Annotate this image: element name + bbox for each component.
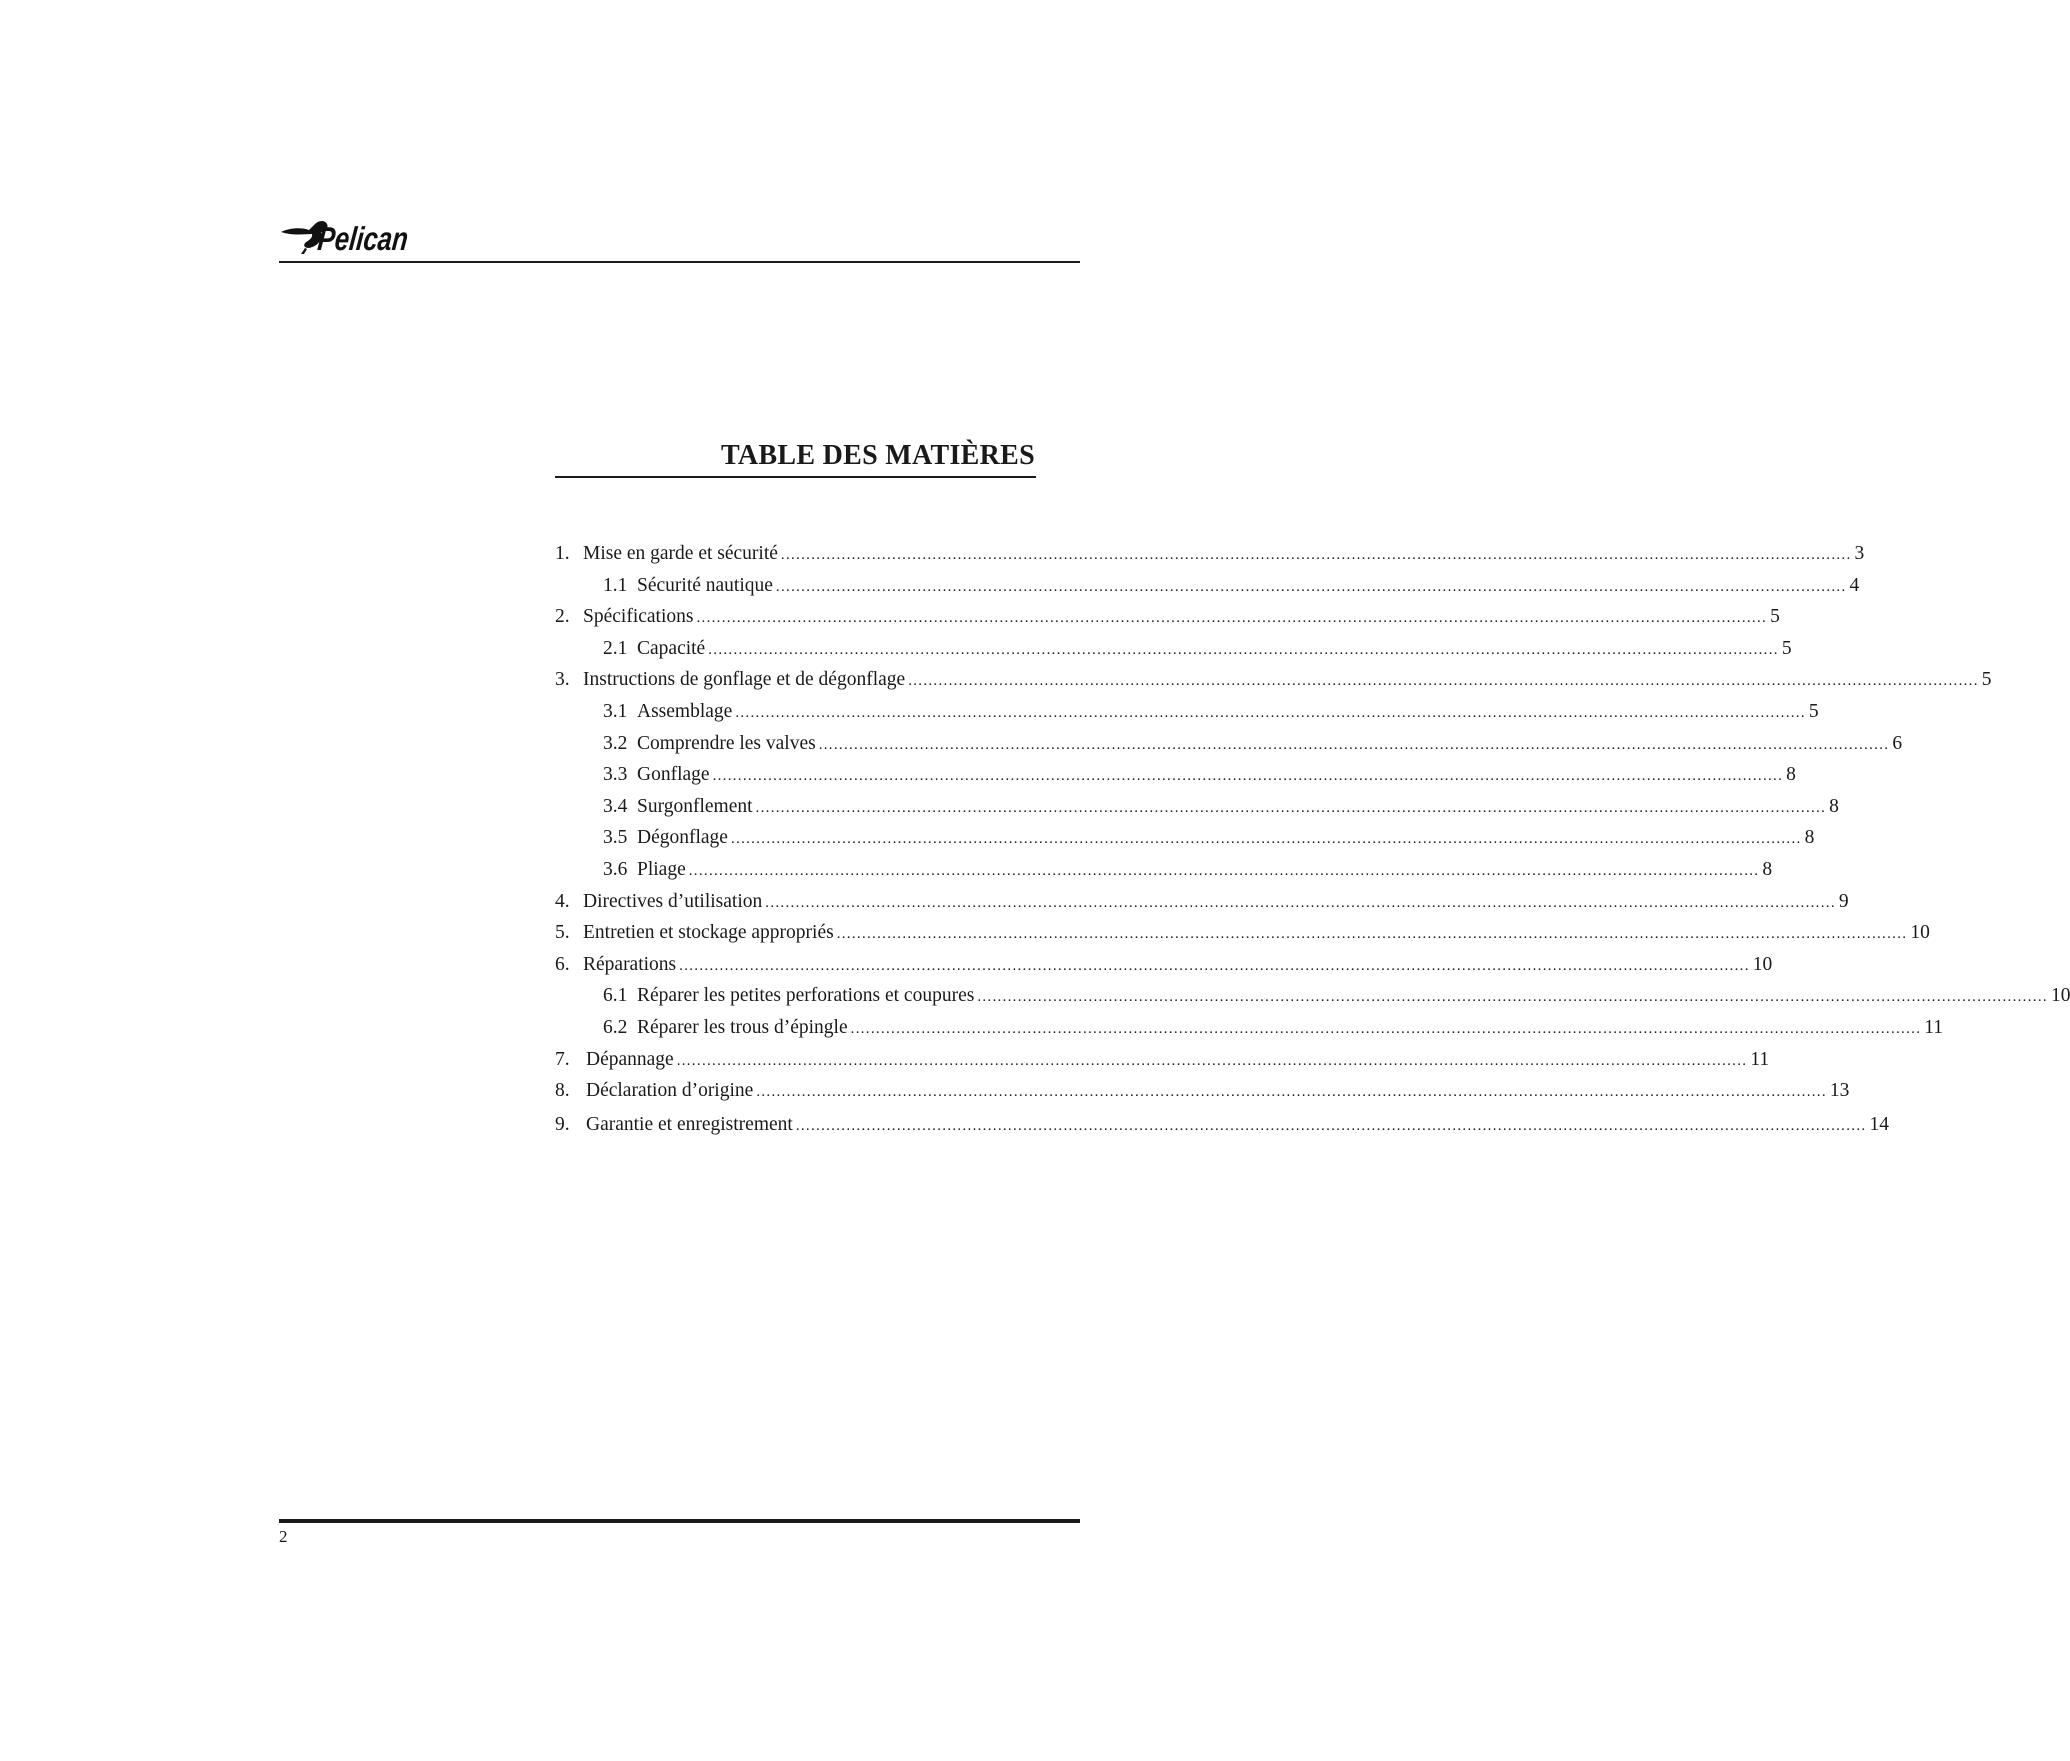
toc-entry-title: Spécifications xyxy=(583,606,694,628)
toc-entry-number: 6. xyxy=(555,953,570,975)
toc-entry[interactable] xyxy=(555,601,1780,633)
toc-entry-page: 11 xyxy=(1750,1048,1770,1070)
logo-wordmark: Pelican xyxy=(315,221,436,258)
toc-dot-leader xyxy=(756,1077,1827,1109)
toc-dot-leader xyxy=(819,730,1890,762)
toc-entry[interactable] xyxy=(555,1075,1850,1107)
toc-entry[interactable] xyxy=(555,854,1773,886)
toc-entry-number: 6.1 xyxy=(603,985,628,1007)
toc-entry-page: 9 xyxy=(1838,890,1849,912)
toc-entry-number: 3. xyxy=(555,669,570,691)
toc-dot-leader xyxy=(708,635,1779,667)
toc-entry-page: 10 xyxy=(1910,922,1930,944)
toc-entry-page: 8 xyxy=(1829,795,1839,817)
toc-dot-leader xyxy=(731,824,1802,856)
toc-entry-number: 2. xyxy=(555,606,570,628)
toc-entry-number: 5. xyxy=(555,922,570,944)
toc-dot-leader xyxy=(765,888,1836,920)
toc-dot-leader xyxy=(696,603,1767,635)
toc-entry-number: 7. xyxy=(555,1048,570,1070)
toc-entry-title: Dégonflage xyxy=(637,827,728,849)
toc-entry-number: 8. xyxy=(555,1080,570,1102)
toc-entry-number: 2.1 xyxy=(603,637,628,659)
toc-dot-leader xyxy=(679,951,1750,983)
toc-entry[interactable] xyxy=(555,1044,1770,1076)
toc-entry-title: Sécurité nautique xyxy=(637,574,773,596)
toc-dot-leader xyxy=(735,698,1806,730)
toc-entry-title: Dépannage xyxy=(586,1048,674,1070)
toc-entry-number: 3.2 xyxy=(603,732,628,754)
toc-entry-number: 3.5 xyxy=(603,827,628,849)
toc-entry-number: 3.6 xyxy=(603,858,628,880)
toc-entry[interactable] xyxy=(555,980,2070,1012)
toc-entry-page: 6 xyxy=(1892,732,1903,754)
toc-entry-title: Réparer les petites perforations et coupures xyxy=(637,985,975,1007)
toc-entry-page: 3 xyxy=(1854,543,1865,564)
toc-entry-page: 5 xyxy=(1808,700,1819,722)
toc-dot-leader xyxy=(689,856,1760,888)
toc-entry[interactable] xyxy=(555,1109,1889,1141)
toc-entry[interactable] xyxy=(555,886,1849,918)
footer-rule xyxy=(279,1519,1080,1523)
toc-entry-title: Pliage xyxy=(637,858,686,880)
toc-entry[interactable] xyxy=(555,1012,1944,1044)
toc-entry-title: Capacité xyxy=(637,637,706,659)
toc-dot-leader xyxy=(796,1111,1867,1143)
toc-entry-page: 14 xyxy=(1869,1113,1889,1135)
toc-entry-page: 5 xyxy=(1981,669,1992,691)
toc-entry-title: Assemblage xyxy=(637,700,733,722)
toc-entry[interactable] xyxy=(555,949,1773,981)
header-rule xyxy=(279,261,1080,263)
toc-entry-page: 5 xyxy=(1781,637,1792,659)
toc-entry-title: Directives d’utilisation xyxy=(583,890,763,912)
toc-dot-leader xyxy=(851,1014,1922,1046)
toc-dot-leader xyxy=(977,982,2048,1014)
toc-entry-title: Réparations xyxy=(583,953,677,975)
toc-entry-number: 3.3 xyxy=(603,764,628,786)
toc-entry-number: 1.1 xyxy=(603,574,628,596)
toc-entry[interactable] xyxy=(555,664,1992,696)
toc-entry-page: 13 xyxy=(1829,1080,1850,1102)
toc-entry-number: 3.4 xyxy=(603,795,628,817)
toc-entry[interactable] xyxy=(555,791,1839,823)
toc-dot-leader xyxy=(908,666,1979,698)
title-rule xyxy=(555,476,1036,478)
page-number: 2 xyxy=(279,1527,288,1546)
toc-dot-leader xyxy=(776,572,1847,604)
toc-entry[interactable] xyxy=(555,728,1903,760)
toc-entry-number: 4. xyxy=(555,890,570,912)
toc-entry-page: 4 xyxy=(1849,574,1860,596)
toc-entry-number: 1. xyxy=(555,543,570,564)
toc-entry-page: 10 xyxy=(2050,985,2070,1007)
toc-entry-title: Gonflage xyxy=(637,764,710,786)
toc-entry-page: 8 xyxy=(1786,764,1796,786)
toc-entry-page: 10 xyxy=(1752,953,1773,975)
toc-entry[interactable] xyxy=(555,917,1930,949)
toc-title: TABLE DES MATIÈRES xyxy=(720,440,1035,471)
toc-entry-number: 6.2 xyxy=(603,1016,628,1038)
toc-entry-page: 11 xyxy=(1924,1016,1944,1038)
toc-entry[interactable] xyxy=(555,633,1792,665)
toc-dot-leader xyxy=(837,919,1908,951)
toc-entry-title: Surgonflement xyxy=(637,795,753,817)
toc-entry[interactable] xyxy=(555,570,1860,602)
toc-list xyxy=(555,538,2070,1140)
toc-entry-title: Réparer les trous d’épingle xyxy=(637,1016,848,1038)
toc-dot-leader xyxy=(713,761,1784,793)
toc-dot-leader xyxy=(756,793,1827,825)
toc-entry[interactable] xyxy=(555,759,1796,791)
toc-dot-leader xyxy=(781,540,1852,572)
toc-entry-page: 8 xyxy=(1804,827,1815,849)
toc-entry[interactable] xyxy=(555,538,1865,570)
toc-entry[interactable] xyxy=(555,822,1815,854)
toc-dot-leader xyxy=(677,1046,1748,1078)
toc-entry-title: Mise en garde et sécurité xyxy=(583,543,778,564)
toc-entry-title: Garantie et enregistrement xyxy=(586,1113,793,1135)
toc-entry-title: Déclaration d’origine xyxy=(586,1080,754,1102)
toc-entry-number: 9. xyxy=(555,1113,570,1135)
toc-entry-title: Entretien et stockage appropriés xyxy=(583,922,834,944)
toc-entry-page: 8 xyxy=(1762,858,1773,880)
toc-entry-title: Instructions de gonflage et de dégonflage xyxy=(583,669,906,691)
toc-entry-page: 5 xyxy=(1770,606,1780,628)
pelican-logo xyxy=(279,210,436,258)
toc-entry-number: 3.1 xyxy=(603,700,628,722)
toc-entry[interactable] xyxy=(555,696,1819,728)
toc-entry-title: Comprendre les valves xyxy=(637,732,816,754)
